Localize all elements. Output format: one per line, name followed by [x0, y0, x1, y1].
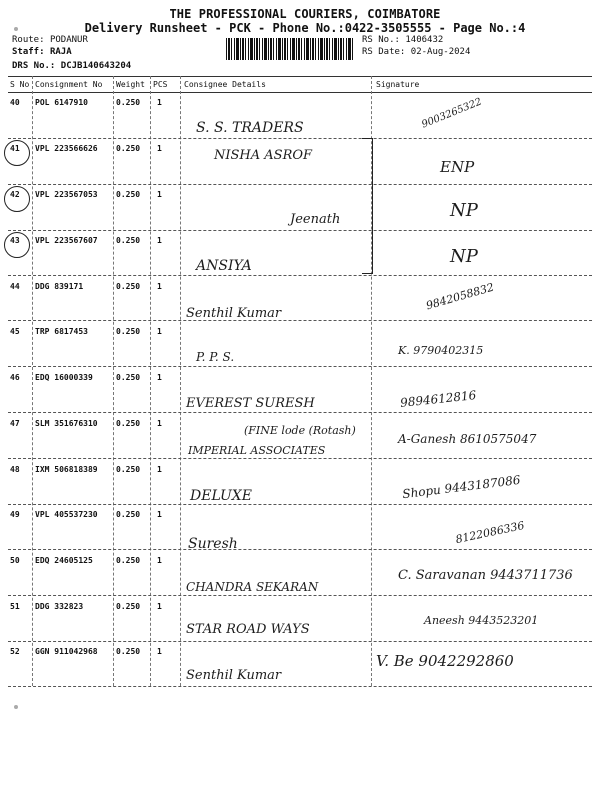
handwritten-consignee: Jeenath [290, 212, 341, 227]
row-consignment-no: POL 6147910 [35, 98, 88, 107]
rs-no-line [362, 35, 443, 45]
row-weight: 0.250 [116, 556, 141, 565]
row-pcs: 1 [157, 465, 162, 474]
handwritten-consignee: EVEREST SURESH [186, 396, 315, 411]
row-weight: 0.250 [116, 327, 141, 336]
row-separator [8, 641, 592, 642]
row-consignment-no: VPL 223567053 [35, 190, 98, 199]
row-separator [8, 366, 592, 367]
handwritten-signature: Aneesh 9443523201 [424, 614, 539, 627]
staff-label: Staff: [12, 47, 45, 57]
row-sno: 45 [10, 327, 20, 336]
row-separator [8, 412, 592, 413]
drs-value: DCJB140643204 [60, 61, 132, 71]
row-weight: 0.250 [116, 236, 141, 245]
row-sno: 41 [10, 144, 20, 153]
page-title: THE PROFESSIONAL COURIERS, COIMBATORE [169, 7, 441, 21]
handwritten-consignee: P. P. S. [196, 350, 235, 364]
row-weight: 0.250 [116, 510, 141, 519]
row-sno: 47 [10, 419, 20, 428]
handwritten-signature: 9842058832 [424, 280, 496, 313]
row-separator [8, 230, 592, 231]
row-pcs: 1 [157, 647, 162, 656]
route-value: PODANUR [49, 35, 88, 45]
staff-line [12, 47, 72, 57]
barcode [226, 38, 354, 60]
handwritten-signature: NP [450, 246, 478, 267]
route-label: Route: [12, 35, 45, 45]
row-weight: 0.250 [116, 647, 141, 656]
handwritten-signature: K. 9790402315 [398, 344, 484, 357]
row-pcs: 1 [157, 144, 162, 153]
handwritten-signature: 8122086336 [454, 518, 526, 547]
rs-date-value: 02-Aug-2024 [410, 47, 471, 57]
row-consignment-no: SLM 351676310 [35, 419, 98, 428]
row-pcs: 1 [157, 419, 162, 428]
row-consignment-no: IXM 506818389 [35, 465, 98, 474]
row-pcs: 1 [157, 510, 162, 519]
handwritten-circle-mark [4, 140, 30, 166]
row-consignment-no: EDQ 16000339 [35, 373, 93, 382]
row-separator [8, 184, 592, 185]
column-header-consignee: Consignee Details [184, 80, 266, 89]
punch-hole-mark [14, 27, 18, 31]
row-pcs: 1 [157, 602, 162, 611]
row-pcs: 1 [157, 327, 162, 336]
row-sno: 42 [10, 190, 20, 199]
row-sno: 50 [10, 556, 20, 565]
handwritten-signature: NP [450, 200, 478, 221]
row-pcs: 1 [157, 190, 162, 199]
handwritten-note: (FINE lode (Rotash) [244, 424, 356, 437]
row-sno: 52 [10, 647, 20, 656]
row-consignment-no: TRP 6817453 [35, 327, 88, 336]
handwritten-consignee: CHANDRA SEKARAN [186, 580, 319, 594]
handwritten-consignee: NISHA ASROF [214, 148, 313, 163]
route-line [12, 35, 88, 45]
row-consignment-no: EDQ 24605125 [35, 556, 93, 565]
row-separator [8, 595, 592, 596]
row-weight: 0.250 [116, 282, 141, 291]
row-separator [8, 549, 592, 550]
handwritten-consignee: Senthil Kumar [186, 668, 282, 683]
handwritten-consignee: S. S. TRADERS [196, 120, 304, 136]
row-weight: 0.250 [116, 98, 141, 107]
row-separator [8, 138, 592, 139]
table-top-rule [8, 76, 592, 77]
handwritten-consignee: Suresh [188, 536, 238, 552]
rs-no-value: 1406432 [405, 35, 444, 45]
row-consignment-no: VPL 223567607 [35, 236, 98, 245]
row-weight: 0.250 [116, 465, 141, 474]
row-consignment-no: GGN 911042968 [35, 647, 98, 656]
row-separator [8, 458, 592, 459]
row-sno: 46 [10, 373, 20, 382]
rs-date-label: RS Date: [362, 47, 406, 57]
row-weight: 0.250 [116, 144, 141, 153]
row-sno: 48 [10, 465, 20, 474]
row-sno: 40 [10, 98, 20, 107]
handwritten-circle-mark [4, 232, 30, 258]
row-weight: 0.250 [116, 190, 141, 199]
handwritten-signature: 9894612816 [399, 388, 477, 410]
column-header-weight: Weight [116, 80, 145, 89]
row-pcs: 1 [157, 373, 162, 382]
drs-label: DRS No.: [12, 61, 56, 71]
staff-value: RAJA [49, 47, 72, 57]
handwritten-circle-mark [4, 186, 30, 212]
table-header-rule [8, 92, 592, 93]
handwritten-consignee: STAR ROAD WAYS [186, 622, 310, 637]
row-consignment-no: VPL 405537230 [35, 510, 98, 519]
column-header-signature: Signature [376, 80, 420, 89]
handwritten-consignee: IMPERIAL ASSOCIATES [188, 444, 326, 457]
page-subtitle: Delivery Runsheet - PCK - Phone No.:0422-3505555 - Page No.:4 [84, 21, 526, 35]
drs-line [12, 61, 131, 71]
punch-hole-mark [14, 705, 18, 709]
column-header-pcs: PCS [153, 80, 168, 89]
row-separator [8, 504, 592, 505]
rs-no-label: RS No.: [362, 35, 400, 45]
handwritten-consignee: DELUXE [190, 488, 252, 504]
row-separator [8, 275, 592, 276]
row-sno: 51 [10, 602, 20, 611]
row-consignment-no: VPL 223566626 [35, 144, 98, 153]
handwritten-bracket-mark [362, 138, 373, 274]
row-sno: 49 [10, 510, 20, 519]
row-consignment-no: DDG 332823 [35, 602, 84, 611]
handwritten-signature: Shopu 9443187086 [401, 472, 522, 502]
table-bottom-rule [8, 686, 592, 687]
row-consignment-no: DDG 839171 [35, 282, 84, 291]
handwritten-signature: C. Saravanan 9443711736 [398, 568, 573, 583]
handwritten-signature: A-Ganesh 8610575047 [398, 432, 537, 446]
row-pcs: 1 [157, 98, 162, 107]
column-header-consignment: Consignment No [35, 80, 103, 89]
column-header-sno: S No [10, 80, 30, 89]
row-pcs: 1 [157, 556, 162, 565]
handwritten-signature: 9003265322 [420, 96, 484, 131]
handwritten-consignee: Senthil Kumar [186, 306, 282, 321]
row-pcs: 1 [157, 236, 162, 245]
handwritten-signature: V. Be 9042292860 [376, 652, 514, 670]
row-sno: 44 [10, 282, 20, 291]
row-weight: 0.250 [116, 419, 141, 428]
row-weight: 0.250 [116, 373, 141, 382]
rs-date-line [362, 47, 470, 57]
row-weight: 0.250 [116, 602, 141, 611]
row-separator [8, 320, 592, 321]
row-pcs: 1 [157, 282, 162, 291]
handwritten-signature: ENP [440, 158, 475, 176]
row-sno: 43 [10, 236, 20, 245]
handwritten-consignee: ANSIYA [196, 258, 252, 274]
